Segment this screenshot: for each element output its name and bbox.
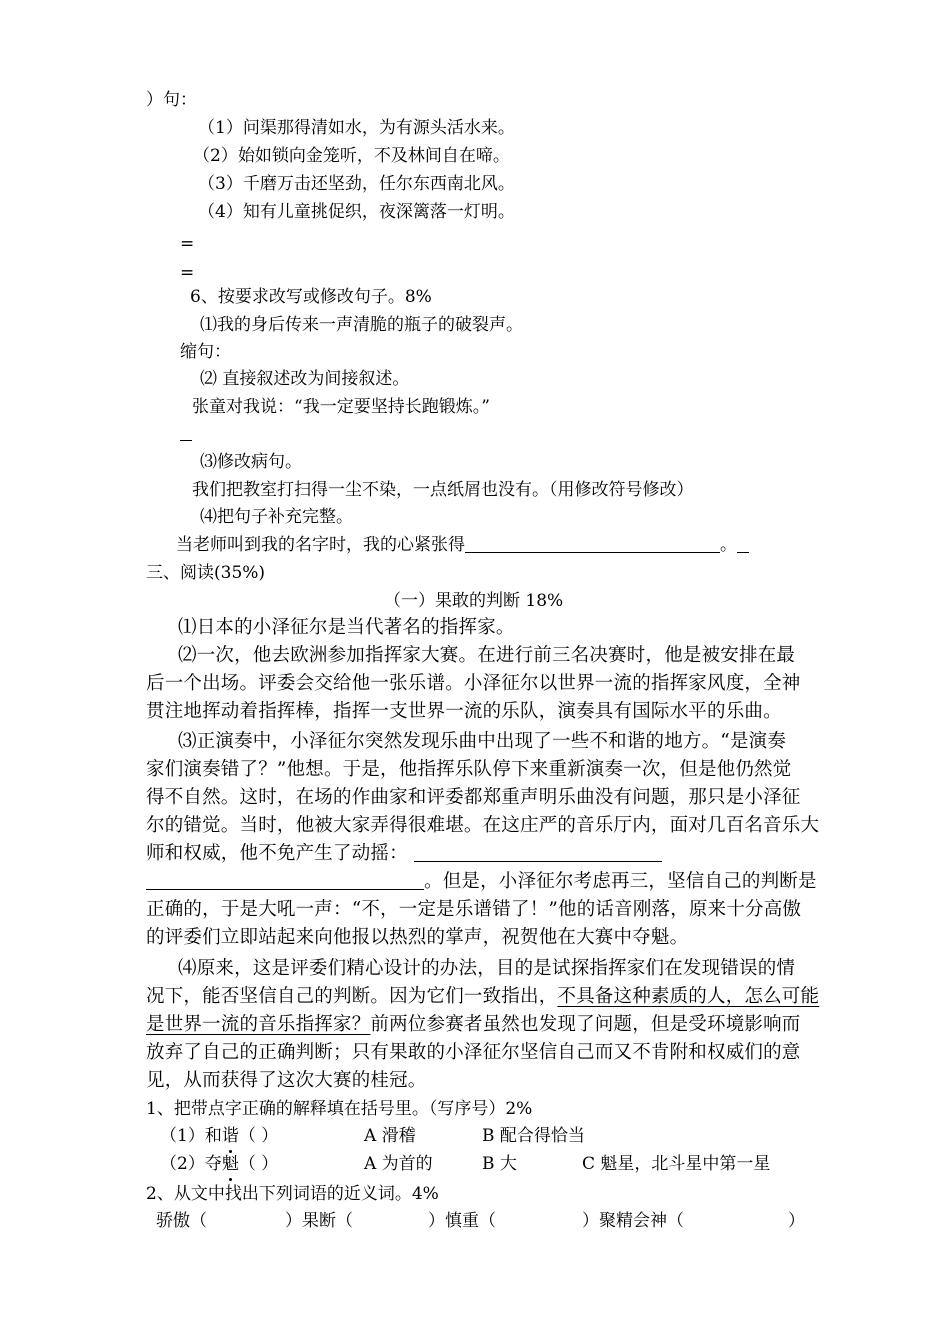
rq2-word1: 骄傲（ [156,1211,207,1231]
rq2-end: ） [788,1211,805,1231]
rq1-item1-optB: B 配合得恰当 [482,1126,585,1146]
q6-part2: ⑵ 直接叙述改为间接叙述。 [200,369,410,389]
para4-line4: 放弃了自己的正确判断；只有果敢的小泽征尔坚信自己而又不肯附和权威们的意 [146,1042,801,1063]
para3-line4: 尔的错觉。当时，他被大家弄得很难堪。在这庄严的音乐厅内，面对几百名音乐大 [146,815,820,836]
para2-line1: ⑵一次，他去欧洲参加指挥家大赛。在进行前三名决赛时，他是被安排在最 [178,645,796,666]
para3-line5 [146,843,662,865]
rq1-item2-optA: A 为首的 [364,1154,433,1174]
dotted-char-kui: 魁 [221,1154,239,1174]
dotted-char-xie: 谐 [221,1126,239,1146]
para4-line2 [146,986,819,1008]
q6-part1: ⑴我的身后传来一声清脆的瓶子的破裂声。 [200,315,523,335]
q6-part4-text: 当老师叫到我的名字时，我的心紧张得 [176,535,465,555]
q6-part1-label: 缩句： [180,342,231,362]
passage-title: （一）果敢的判断 18% [384,591,564,611]
para1: ⑴日本的小泽征尔是当代著名的指挥家。 [178,617,515,638]
rq1-item2-optC: C 魁星，北斗星中第一星 [582,1154,771,1174]
para3-line6-text: 。但是，小泽征尔考虑再三，坚信自己的判断是 [424,871,817,892]
rq1-item2-num: （2）夺 [160,1154,222,1174]
rq2-title: 2、从文中找出下列词语的近义词。4% [146,1184,439,1204]
q6-part3-sentence: 我们把教室打扫得一尘不染，一点纸屑也没有。（用修改符号修改） [192,480,694,500]
underlined-sentence-part2: 是世界一流的音乐指挥家？ [146,1014,371,1035]
para2-line2: 后一个出场。评委会交给他一张乐谱。小泽征尔以世界一流的指挥家风度，全神 [146,673,801,694]
answer-mark-2: = [180,263,195,283]
para3-line7: 正确的，于是大吼一声：“不，一定是乐谱错了！”他的话音刚落，原来十分高傲 [146,899,802,920]
q6-part4-blank-tail [737,534,749,553]
poem-line-1: （1）问渠那得清如水，为有源头活水来。 [198,118,515,138]
q6-part4: ⑷把句子补充完整。 [200,507,353,527]
q6-part2-sentence: 张童对我说：“我一定要坚持长跑锻炼。” [192,397,490,417]
rq2-word2: ）果断（ [285,1211,353,1231]
q6-title: 6、按要求改写或修改句子。8% [190,287,432,307]
answer-mark-1: = [180,234,195,254]
para4-line3-text: 前两位参赛者虽然也发现了问题，但是受环境影响而 [370,1014,801,1035]
rq1-item2-answer[interactable]: （ ） [238,1154,279,1174]
rq1-item1 [160,1125,278,1147]
section3-title: 三、阅读(35%) [146,563,266,583]
para3-blank-1[interactable] [414,843,662,862]
q6-part3: ⑶修改病句。 [200,452,302,472]
para3-line2: 家们演奏错了？”他想。于是，他指挥乐队停下来重新演奏一次，但是他仍然觉 [146,759,792,780]
continued-question-intro: ）句： [146,90,197,110]
underlined-sentence-part1: 不具备这种素质的人，怎么可能 [557,986,820,1007]
q6-part4-sentence [176,534,749,556]
para2-line3: 贯注地挥动着指挥棒，指挥一支世界一流的乐队，演奏具有国际水平的乐曲。 [146,701,782,722]
rq2-word4: ）聚精会神（ [582,1211,684,1231]
q6-part2-answer-line [180,440,192,441]
rq1-item2 [160,1153,278,1175]
poem-line-2: （2）始如锁向金笼听，不及林间自在啼。 [193,146,510,166]
para3-line3: 得不自然。这时，在场的作曲家和评委都郑重声明乐曲没有问题，那只是小泽征 [146,787,801,808]
q6-part4-blank[interactable] [465,534,720,553]
rq1-item1-optA: A 滑稽 [364,1126,416,1146]
para3-line5-text: 师和权威，他不免产生了动摇： [146,843,408,864]
rq1-title: 1、把带点字正确的解释填在括号里。（写序号）2% [146,1099,533,1119]
rq2-word3: ）慎重（ [428,1211,496,1231]
para4-line1: ⑷原来，这是评委们精心设计的办法，目的是试探指挥家们在发现错误的情 [178,958,796,979]
para3-blank-2[interactable] [146,871,424,890]
para4-line2-text: 况下，能否坚信自己的判断。因为它们一致指出， [146,986,558,1007]
para3-line6 [146,871,817,893]
para4-line3 [146,1014,801,1036]
para3-line8: 的评委们立即站起来向他报以热烈的掌声，祝贺他在大赛中夺魁。 [146,927,689,948]
poem-line-3: （3）千磨万击还坚劲，任尔东西南北风。 [198,174,515,194]
para4-line5: 见，从而获得了这次大赛的桂冠。 [146,1070,427,1091]
para3-line1: ⑶正演奏中，小泽征尔突然发现乐曲中出现了一些不和谐的地方。“是演奏 [178,731,787,752]
rq1-item1-num: （1）和 [160,1126,222,1146]
rq1-item1-answer[interactable]: （ ） [238,1126,279,1146]
rq1-item2-optB: B 大 [482,1154,517,1174]
poem-line-4: （4）知有儿童挑促织，夜深篱落一灯明。 [198,202,515,222]
q6-part4-end: 。 [720,535,737,555]
